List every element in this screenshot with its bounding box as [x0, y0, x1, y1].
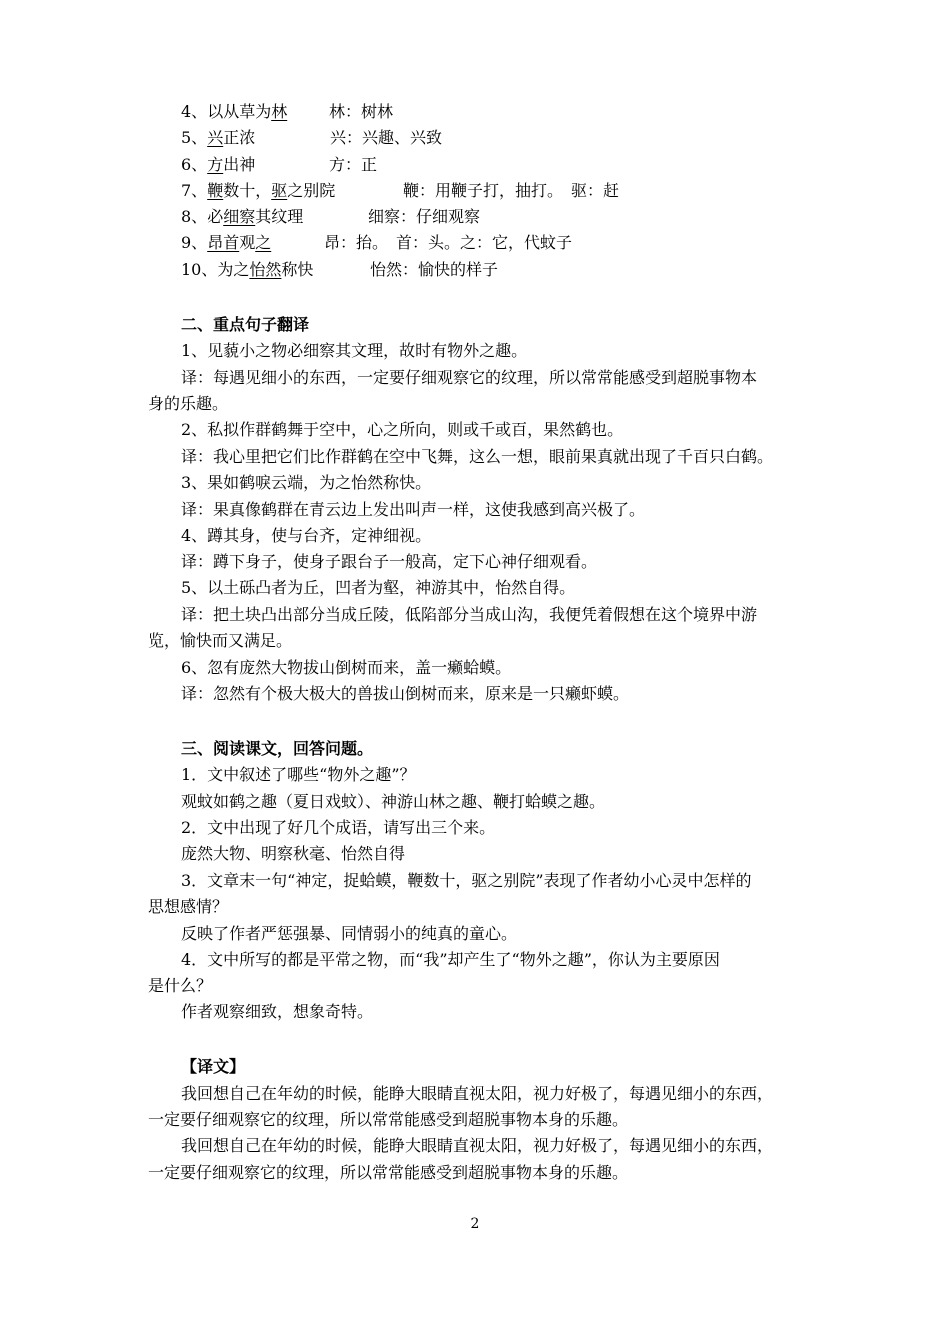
- page-number: 2: [470, 1216, 480, 1232]
- text-line: 4．文中所写的都是平常之物，而“我”却产生了“物外之趣”，你认为主要原因: [181, 950, 720, 969]
- vocab-item: 5、兴正浓 兴：兴趣、兴致: [0, 125, 950, 151]
- text-line: 我回想自己在年幼的时候，能睁大眼睛直视太阳，视力好极了，每遇见细小的东西，: [181, 1136, 774, 1155]
- text-line: 6、忽有庞然大物拔山倒树而来，盖一癞蛤蟆。: [181, 658, 512, 677]
- text-line: 4、蹲其身，使与台齐，定神细视。: [181, 526, 432, 545]
- vocab-item: 4、以从草为林 林：树林: [0, 99, 950, 125]
- vocab-gloss: 林：树林: [329, 102, 394, 121]
- text-line: 译：把土块凸出部分当成丘陵，低陷部分当成山沟，我便凭着假想在这个境界中游: [181, 605, 758, 624]
- section-heading: 【译文】: [181, 1057, 246, 1076]
- text-line: 思想感情？: [148, 897, 229, 916]
- text-line: 作者观察细致，想象奇特。: [181, 1002, 374, 1021]
- text-line: 1、见藐小之物必细察其文理，故时有物外之趣。: [181, 341, 528, 360]
- vocab-gloss: 鞭：用鞭子打，抽打。 驱：赶: [403, 181, 620, 200]
- text-line: 译：蹲下身子，使身子跟台子一般高，定下心神仔细观看。: [181, 552, 598, 571]
- text-line: 3．文章末一句“神定，捉蛤蟆，鞭数十，驱之别院”表现了作者幼小心灵中怎样的: [181, 871, 752, 890]
- text-line: 译：每遇见细小的东西，一定要仔细观察它的纹理，所以常常能感受到超脱事物本: [181, 368, 758, 387]
- text-line: 一定要仔细观察它的纹理，所以常常能感受到超脱事物本身的乐趣。: [148, 1110, 629, 1129]
- text-line: 反映了作者严惩强暴、同情弱小的纯真的童心。: [181, 924, 518, 943]
- vocab-item: 10、为之怡然称快 怡然：愉快的样子: [0, 257, 950, 283]
- text-line: 我回想自己在年幼的时候，能睁大眼睛直视太阳，视力好极了，每遇见细小的东西，: [181, 1084, 774, 1103]
- text-line: 译：我心里把它们比作群鹤在空中飞舞，这么一想，眼前果真就出现了千百只白鹤。: [181, 447, 774, 466]
- section-heading: 二、重点句子翻译: [181, 315, 310, 334]
- text-line: 5、以土砾凸者为丘，凹者为壑，神游其中，怡然自得。: [181, 578, 576, 597]
- text-line: 2、私拟作群鹤舞于空中，心之所向，则或千或百，果然鹤也。: [181, 420, 624, 439]
- vocab-item: 8、必细察其纹理 细察：仔细观察: [0, 204, 950, 230]
- text-line: 庞然大物、明察秋毫、怡然自得: [181, 844, 406, 863]
- vocab-gloss: 昂：抬。 首：头。之：它，代蚊子: [324, 233, 573, 252]
- text-line: 览，愉快而又满足。: [148, 631, 293, 650]
- text-line: 1．文中叙述了哪些“物外之趣”？: [181, 765, 416, 784]
- vocab-item: 7、鞭数十，驱之别院 鞭：用鞭子打，抽打。 驱：赶: [0, 178, 950, 204]
- vocab-gloss: 怡然：愉快的样子: [370, 260, 499, 279]
- vocab-gloss: 方：正: [329, 155, 378, 174]
- section-heading: 三、阅读课文，回答问题。: [181, 739, 374, 758]
- text-line: 是什么？: [148, 976, 213, 995]
- text-line: 身的乐趣。: [148, 394, 229, 413]
- vocab-gloss: 细察：仔细观察: [368, 207, 481, 226]
- vocab-gloss: 兴：兴趣、兴致: [330, 128, 443, 147]
- text-line: 一定要仔细观察它的纹理，所以常常能感受到超脱事物本身的乐趣。: [148, 1163, 629, 1182]
- text-line: 译：果真像鹤群在青云边上发出叫声一样，这使我感到高兴极了。: [181, 500, 646, 519]
- vocab-item: 9、昂首观之 昂：抬。 首：头。之：它，代蚊子: [0, 230, 950, 256]
- text-line: 观蚊如鹤之趣（夏日戏蚊）、神游山林之趣、鞭打蛤蟆之趣。: [181, 792, 606, 811]
- text-line: 译：忽然有个极大极大的兽拔山倒树而来，原来是一只癞虾蟆。: [181, 684, 630, 703]
- vocab-item: 6、方出神 方：正: [0, 152, 950, 178]
- text-line: 2．文中出现了好几个成语，请写出三个来。: [181, 818, 496, 837]
- text-line: 3、果如鹤唳云端，为之怡然称快。: [181, 473, 432, 492]
